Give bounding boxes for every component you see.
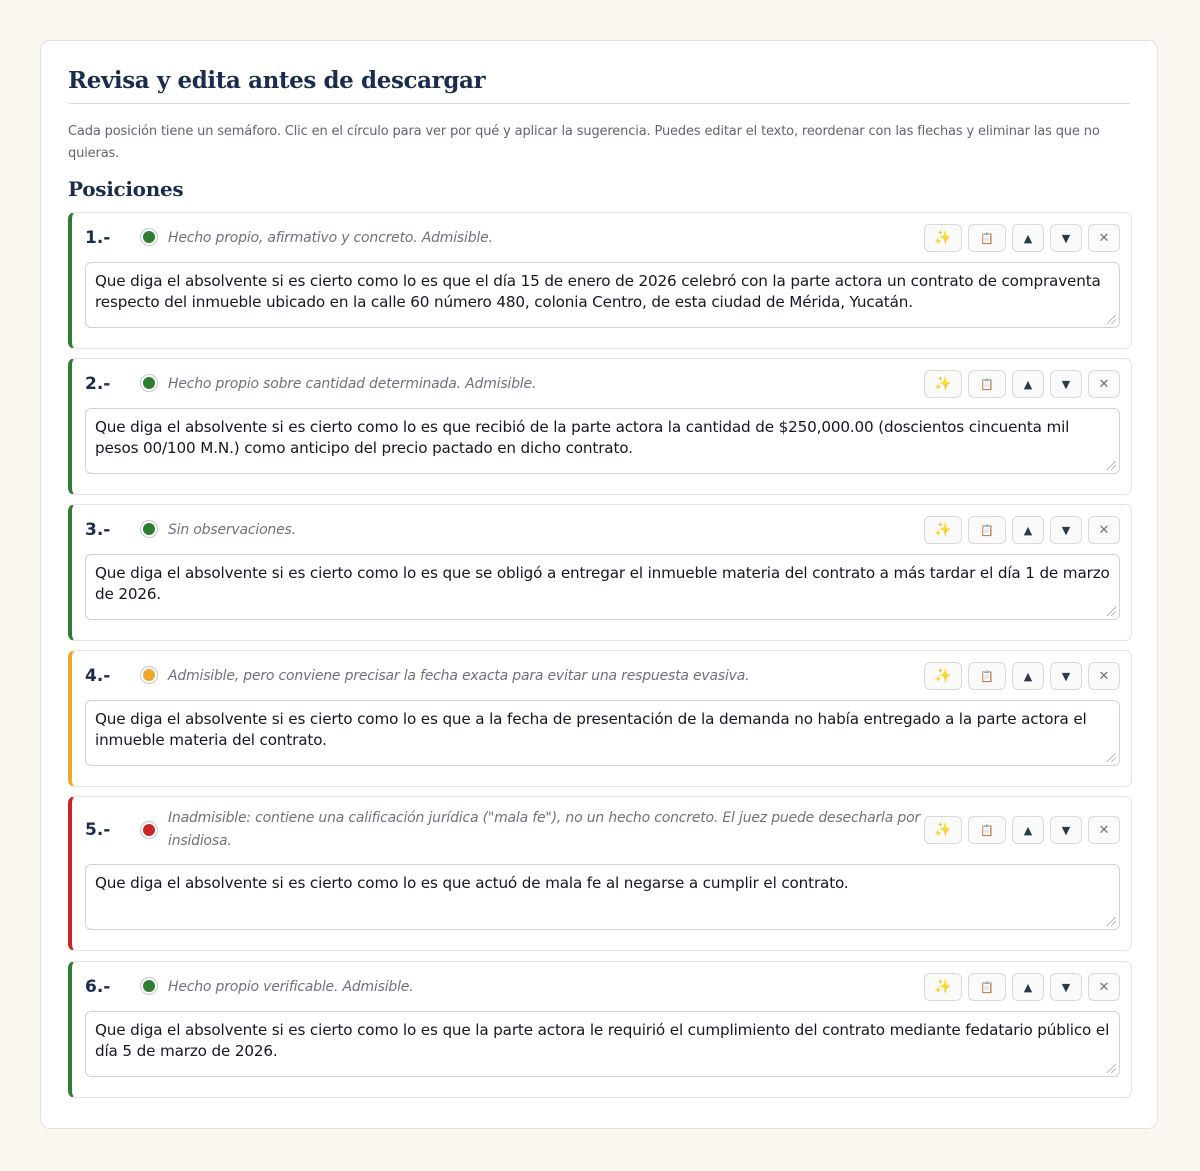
clipboard-icon: 📋 [980,377,994,391]
status-light-amber[interactable] [143,669,155,681]
position-text: Que diga el absolvente si es cierto como lo es que recibió de la parte actora la cantidad de $250,000.00 (doscientos cincuenta mil pesos 00/100 M.N.) como anticipo del precio pactado en dicho contrato. [95,418,1070,457]
delete-button[interactable] [1088,816,1120,844]
position-item [68,212,1132,349]
position-text-input[interactable] [85,864,1120,930]
arrow-up-icon: ▲ [1023,377,1033,391]
move-up-button[interactable] [1012,370,1044,398]
arrow-down-icon: ▼ [1061,523,1071,537]
suggest-button[interactable] [924,224,962,252]
clipboard-icon: 📋 [980,231,994,245]
sparkle-icon: ✨ [934,230,952,246]
sparkle-icon: ✨ [934,376,952,392]
status-light-green[interactable] [143,523,155,535]
suggest-button[interactable] [924,816,962,844]
arrow-up-icon: ▲ [1023,823,1033,837]
position-text: Que diga el absolvente si es cierto como lo es que actuó de mala fe al negarse a cumplir el contrato. [95,874,849,892]
arrow-up-icon: ▲ [1023,231,1033,245]
position-item [68,961,1132,1098]
position-actions [924,224,1120,252]
copy-button[interactable] [968,973,1006,1001]
move-down-button[interactable] [1050,224,1082,252]
suggest-button[interactable] [924,516,962,544]
resize-handle-icon[interactable] [1107,315,1116,324]
page-description: Cada posición tiene un semáforo. Clic en el círculo para ver por qué y aplicar la sugerencia. Puedes editar el texto, reordenar con las flechas y eliminar las que no quieras. [68,124,1100,161]
position-actions [924,662,1120,690]
status-light-green[interactable] [143,231,155,243]
position-number: 6.- [85,977,111,997]
close-icon: ✕ [1098,979,1110,995]
move-down-button[interactable] [1050,816,1082,844]
suggest-button[interactable] [924,973,962,1001]
move-down-button[interactable] [1050,370,1082,398]
position-number: 2.- [85,374,111,394]
move-down-button[interactable] [1050,662,1082,690]
delete-button[interactable] [1088,662,1120,690]
copy-button[interactable] [968,662,1006,690]
position-text-input[interactable] [85,408,1120,474]
close-icon: ✕ [1098,376,1110,392]
arrow-down-icon: ▼ [1061,231,1071,245]
position-text: Que diga el absolvente si es cierto como lo es que a la fecha de presentación de la demanda no había entregado a la parte actora el inmueble materia del contrato. [95,710,1087,749]
position-text-input[interactable] [85,700,1120,766]
position-note: Inadmisible: contiene una calificación jurídica ("mala fe"), no un hecho concreto. El juez puede desecharla por insidiosa. [168,810,920,849]
position-item [68,504,1132,641]
clipboard-icon: 📋 [980,823,994,837]
position-actions [924,370,1120,398]
move-up-button[interactable] [1012,224,1044,252]
delete-button[interactable] [1088,973,1120,1001]
sparkle-icon: ✨ [934,979,952,995]
move-up-button[interactable] [1012,516,1044,544]
position-actions [924,516,1120,544]
position-text: Que diga el absolvente si es cierto como lo es que la parte actora le requirió el cumplimiento del contrato mediante fedatario público el día 5 de marzo de 2026. [95,1021,1110,1060]
close-icon: ✕ [1098,230,1110,246]
resize-handle-icon[interactable] [1107,917,1116,926]
delete-button[interactable] [1088,224,1120,252]
position-text-input[interactable] [85,554,1120,620]
move-up-button[interactable] [1012,816,1044,844]
move-down-button[interactable] [1050,516,1082,544]
position-note: Hecho propio, afirmativo y concreto. Admisible. [168,230,493,246]
page-title: Revisa y edita antes de descargar [68,67,486,94]
sparkle-icon: ✨ [934,668,952,684]
review-card [40,40,1158,1129]
position-item [68,358,1132,495]
status-light-green[interactable] [143,377,155,389]
suggest-button[interactable] [924,662,962,690]
position-text-input[interactable] [85,1011,1120,1077]
close-icon: ✕ [1098,668,1110,684]
resize-handle-icon[interactable] [1107,1064,1116,1073]
close-icon: ✕ [1098,522,1110,538]
copy-button[interactable] [968,516,1006,544]
arrow-up-icon: ▲ [1023,980,1033,994]
position-text: Que diga el absolvente si es cierto como lo es que el día 15 de enero de 2026 celebró con la parte actora un contrato de compraventa respecto del inmueble ubicado en la calle 60 número 480, colonia Centro, de esta ciudad de Mérida, Yucatán. [95,272,1101,311]
move-down-button[interactable] [1050,973,1082,1001]
resize-handle-icon[interactable] [1107,607,1116,616]
delete-button[interactable] [1088,370,1120,398]
clipboard-icon: 📋 [980,523,994,537]
close-icon: ✕ [1098,822,1110,838]
title-divider [68,103,1130,104]
position-text: Que diga el absolvente si es cierto como lo es que se obligó a entregar el inmueble materia del contrato a más tardar el día 1 de marzo de 2026. [95,564,1110,603]
arrow-down-icon: ▼ [1061,980,1071,994]
status-light-green[interactable] [143,980,155,992]
position-number: 5.- [85,820,111,840]
position-note: Admisible, pero conviene precisar la fecha exacta para evitar una respuesta evasiva. [168,668,750,684]
arrow-down-icon: ▼ [1061,669,1071,683]
clipboard-icon: 📋 [980,980,994,994]
sparkle-icon: ✨ [934,822,952,838]
position-number: 3.- [85,520,111,540]
delete-button[interactable] [1088,516,1120,544]
copy-button[interactable] [968,370,1006,398]
position-number: 1.- [85,228,111,248]
arrow-up-icon: ▲ [1023,523,1033,537]
position-note: Hecho propio verificable. Admisible. [168,979,414,995]
position-number: 4.- [85,666,111,686]
section-title: Posiciones [68,177,184,201]
position-actions [924,816,1120,844]
position-note: Hecho propio sobre cantidad determinada. Admisible. [168,376,537,392]
resize-handle-icon[interactable] [1107,461,1116,470]
suggest-button[interactable] [924,370,962,398]
resize-handle-icon[interactable] [1107,753,1116,762]
position-item [68,650,1132,787]
clipboard-icon: 📋 [980,669,994,683]
position-item [68,796,1132,951]
status-light-red[interactable] [143,824,155,836]
position-actions [924,973,1120,1001]
copy-button[interactable] [968,816,1006,844]
sparkle-icon: ✨ [934,522,952,538]
positions-list [68,212,1130,1098]
arrow-down-icon: ▼ [1061,823,1071,837]
position-note: Sin observaciones. [168,522,296,538]
arrow-down-icon: ▼ [1061,377,1071,391]
arrow-up-icon: ▲ [1023,669,1033,683]
move-up-button[interactable] [1012,662,1044,690]
position-text-input[interactable] [85,262,1120,328]
move-up-button[interactable] [1012,973,1044,1001]
copy-button[interactable] [968,224,1006,252]
